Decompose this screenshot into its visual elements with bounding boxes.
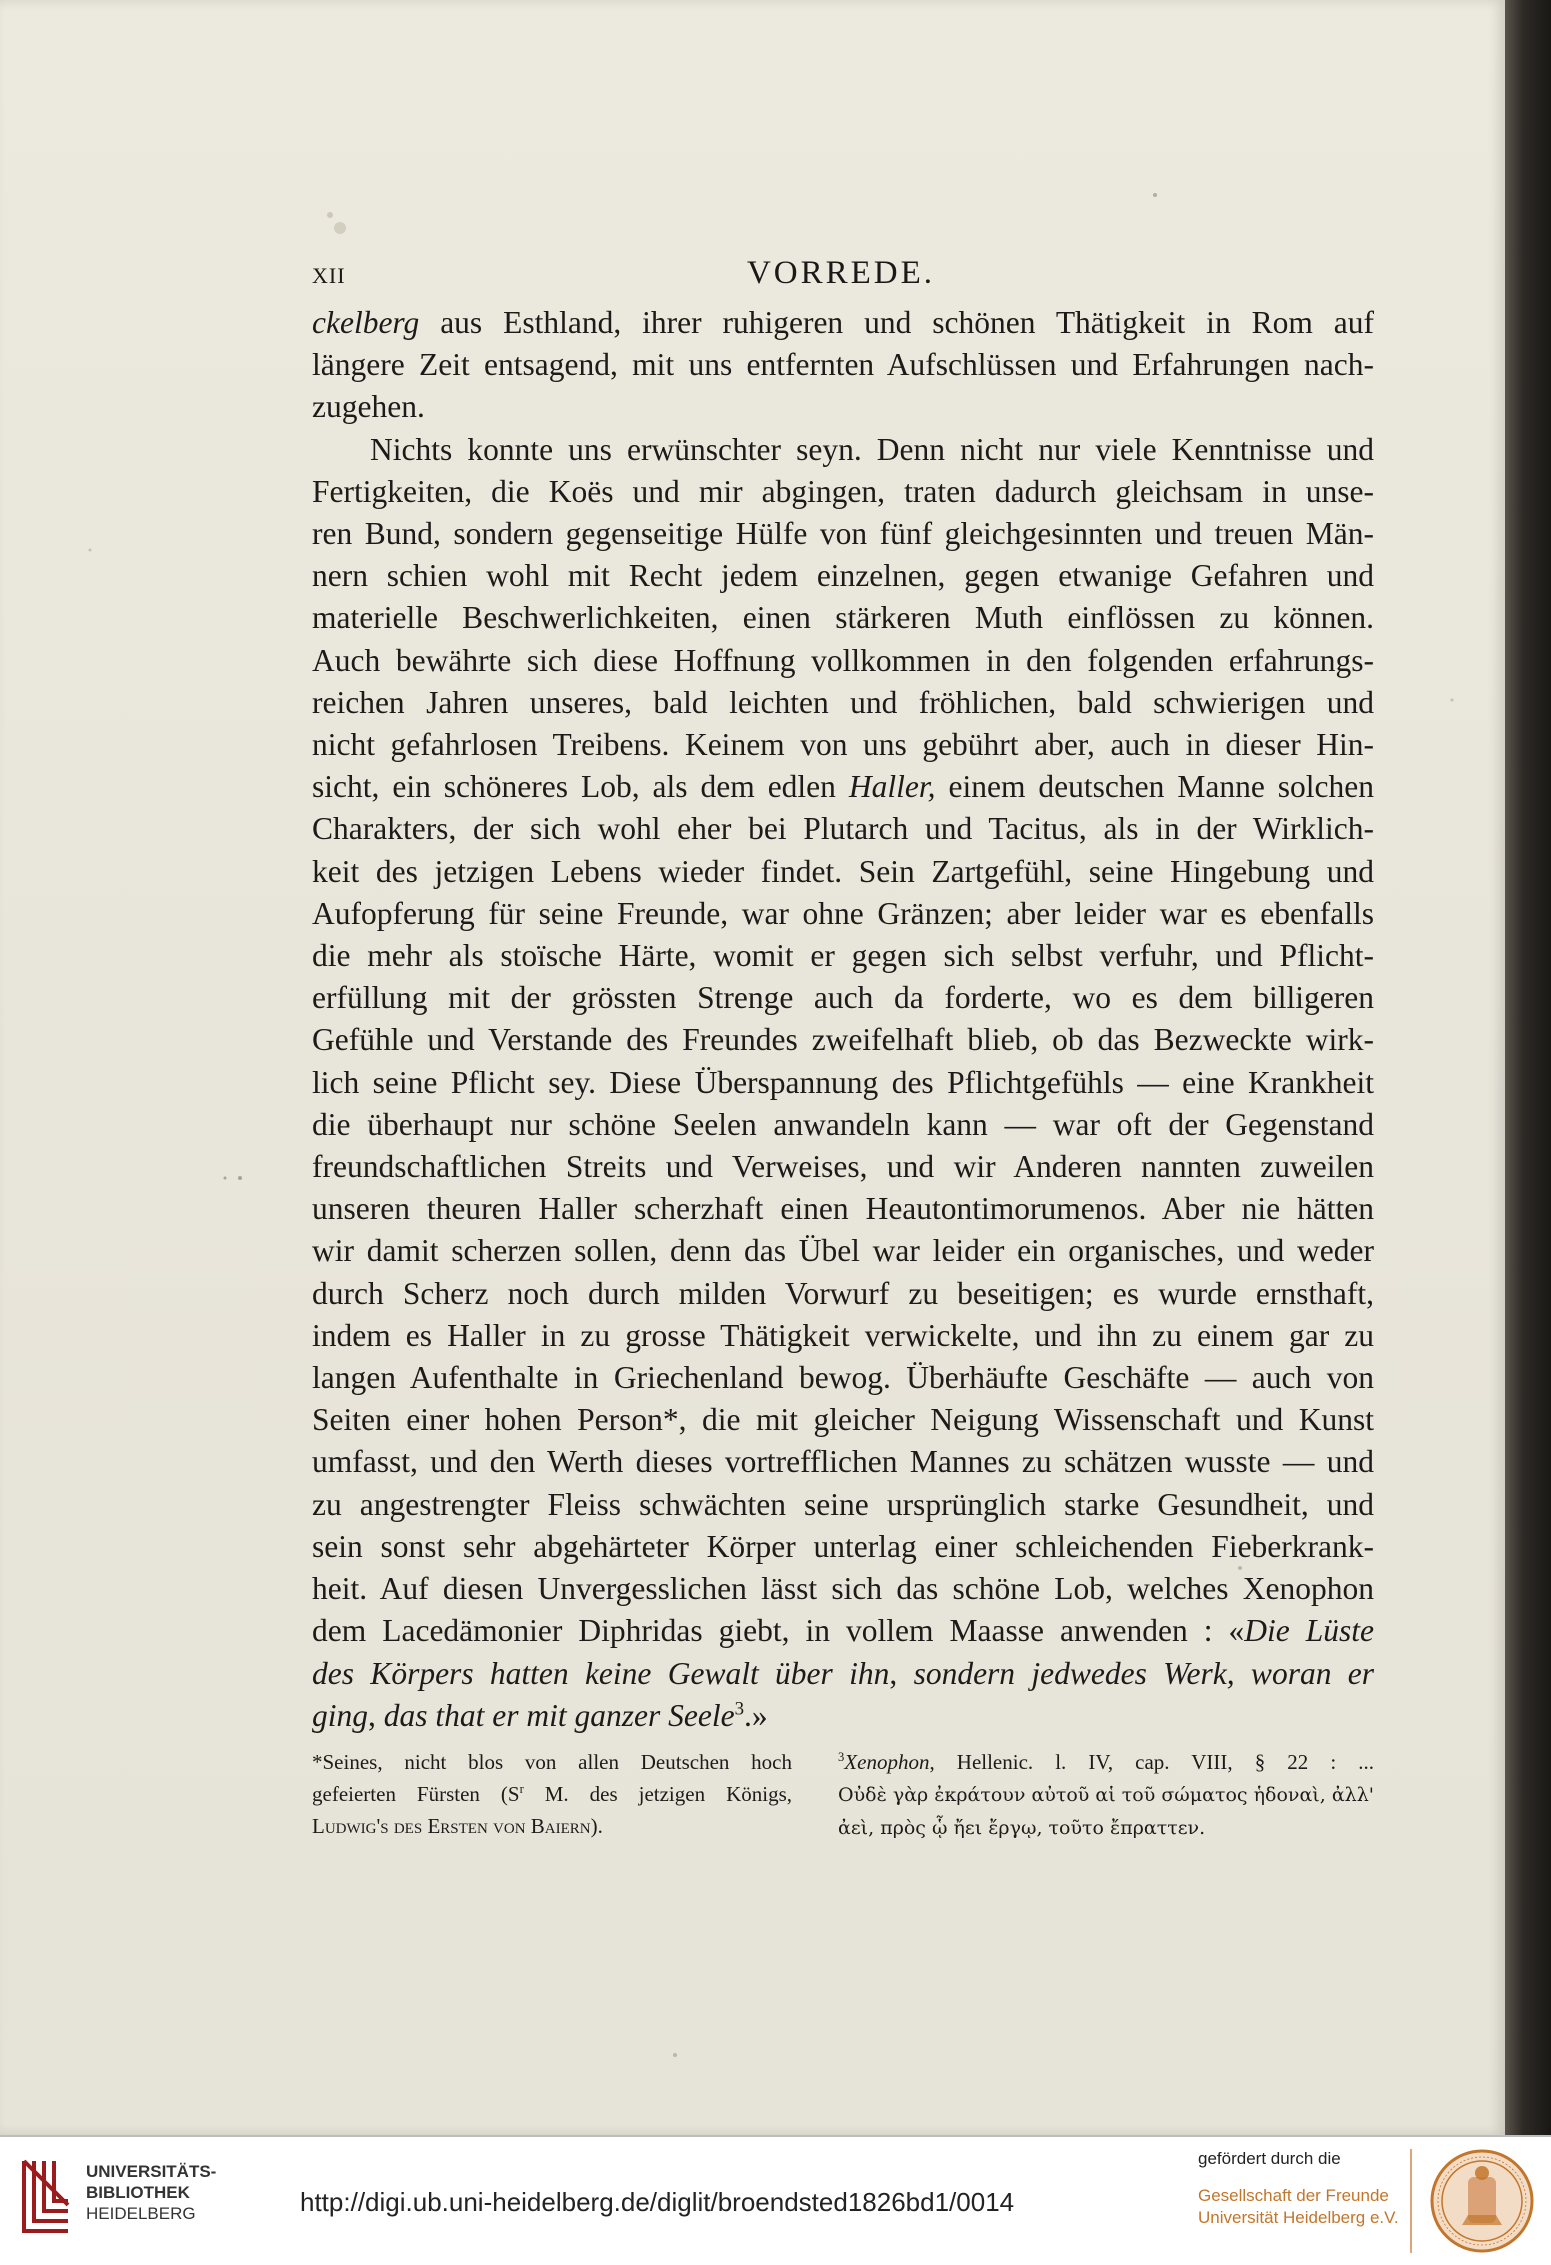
sponsor-label: gefördert durch die: [1198, 2149, 1341, 2168]
text-line: [312, 1526, 1374, 1568]
text-line: [312, 1146, 1374, 1188]
text-run: indem es Haller in zu grosse Thätigkeit verwickelte, und ihn zu einem gar zu: [312, 1317, 1374, 1353]
text-run: heit. Auf diesen Unvergesslichen lässt sich das schöne Lob, welches Xenophon: [312, 1571, 1374, 1607]
footnote-line: [838, 1811, 1374, 1844]
text-run: gefeierten Fürsten (S: [312, 1782, 520, 1806]
text-run: zugehen.: [312, 389, 425, 425]
digitization-footer: [0, 2135, 1551, 2265]
page-header: [312, 255, 1370, 295]
text-line: [312, 471, 1374, 513]
footnote-line: [312, 1778, 792, 1810]
text-run: Οὐδὲ γὰρ ἐκράτουν αὐτοῦ αἱ τοῦ σώματος ἡδοναὶ, ἀλλ': [838, 1784, 1374, 1806]
running-head: VORREDE.: [746, 255, 936, 291]
text-run: des Körpers hatten keine Gewalt über ihn: [312, 1655, 890, 1691]
text-run: M. des jetzigen Königs,: [523, 1782, 792, 1806]
text-run: Ludwig's des Ersten von Baiern: [312, 1814, 591, 1838]
sponsor-name-line2: Universität Heidelberg e.V.: [1198, 2208, 1399, 2227]
text-run: freundschaftlichen Streits und Verweises, und wir Anderen nannten zuweilen: [312, 1149, 1374, 1185]
university-library-name: [86, 2161, 216, 2224]
library-name-line1: UNIVERSITÄTS-: [86, 2162, 217, 2181]
text-run: ging: [312, 1697, 369, 1733]
footnote-marker: 3: [734, 1698, 745, 1720]
text-run: dem Lacedämonier Diphridas giebt, in vollem Maasse anwenden : «: [312, 1613, 1245, 1649]
permalink-url[interactable]: http://digi.ub.uni-heidelberg.de/diglit/broendsted1826bd1/0014: [300, 2187, 1015, 2217]
text-line: [312, 386, 1374, 428]
text-line: [312, 1062, 1374, 1104]
text-run: ren Bund, sondern gegenseitige Hülfe von fünf gleichgesinnten und treuen Män-: [312, 516, 1374, 552]
footnote-line: [312, 1746, 792, 1778]
text-run: sondern jedwedes Werk, woran er: [913, 1655, 1375, 1691]
body-text: [312, 302, 1374, 1737]
text-line: [312, 977, 1374, 1019]
text-run: erfüllung mit der grössten Strenge auch da forderte, wo es dem billigeren: [312, 980, 1374, 1016]
sponsor-name-line1: Gesellschaft der Freunde: [1198, 2186, 1389, 2205]
text-line: [312, 766, 1374, 808]
text-line: [312, 1104, 1374, 1146]
text-line: [312, 1484, 1374, 1526]
text-line: [312, 682, 1374, 724]
sponsor-name: [1198, 2185, 1399, 2229]
text-line: [312, 893, 1374, 935]
footnote-marker: r: [519, 1782, 524, 1796]
text-run: sein sonst sehr abgehärteter Körper unterlag einer schleichenden Fieberkrank-: [312, 1528, 1374, 1564]
text-line: [312, 1273, 1374, 1315]
sponsor-divider: [1410, 2149, 1412, 2253]
footnote-right: [838, 1746, 1374, 1844]
text-line: [312, 429, 1374, 471]
text-run: sicht, ein schöneres Lob, als dem edlen: [312, 769, 849, 805]
text-run: Aufopferung für seine Freunde, war ohne Gränzen; aber leider war es ebenfalls: [312, 895, 1374, 931]
text-run: längere Zeit entsagend, mit uns entfernten Aufschlüssen und Erfahrungen nach-: [312, 347, 1374, 383]
text-run: nern schien wohl mit Recht jedem einzelnen, gegen etwanige Gefahren und: [312, 558, 1374, 594]
library-name-line3: HEIDELBERG: [86, 2204, 196, 2223]
text-run: einem deutschen Manne solchen: [935, 769, 1374, 805]
text-line: [312, 724, 1374, 766]
footnote-line: [838, 1746, 1374, 1778]
footer-divider: [0, 2135, 1551, 2137]
text-line: [312, 1188, 1374, 1230]
text-run: Fertigkeiten, die Koës und mir abgingen, traten dadurch gleichsam in unse-: [312, 473, 1374, 509]
text-run: die überhaupt nur schöne Seelen anwandeln kann — war oft der Gegenstand: [312, 1106, 1374, 1142]
university-library-logo-icon: [20, 2157, 72, 2235]
text-run: ).: [590, 1814, 603, 1838]
text-run: die mehr als stoïsche Härte, womit er gegen sich selbst verfuhr, und Pflicht-: [312, 938, 1374, 974]
text-run: ἀεὶ, πρὸς ᾧ ἤει ἔργῳ, τοῦτο ἔπραττεν.: [838, 1817, 1206, 1839]
text-line: [312, 935, 1374, 977]
page-number: XII: [312, 263, 346, 288]
text-run: reichen Jahren unseres, bald leichten und fröhlichen, bald schwierigen und: [312, 684, 1374, 720]
text-run: Charakters, der sich wohl eher bei Plutarch und Tacitus, als in der Wirklich-: [312, 811, 1374, 847]
text-line: [312, 1653, 1374, 1695]
text-line: [312, 1019, 1374, 1061]
page-edge-shadow: [1505, 0, 1551, 2135]
text-line: [312, 513, 1374, 555]
text-line: [312, 1357, 1374, 1399]
library-name-line2: BIBLIOTHEK: [86, 2183, 190, 2202]
text-run: wir damit scherzen sollen, denn das Übel war leider ein organisches, und weder: [312, 1233, 1374, 1269]
text-line: [312, 1695, 1374, 1737]
footnote-line: [838, 1778, 1374, 1811]
text-run: Xenophon: [844, 1750, 930, 1774]
text-run: nicht gefahrlosen Treibens. Keinem von uns gebührt aber, auch in dieser Hin-: [312, 727, 1374, 763]
text-line: [312, 1230, 1374, 1272]
text-run: keit des jetzigen Lebens wieder findet. Sein Zartgefühl, seine Hingebung und: [312, 853, 1374, 889]
text-line: [312, 1568, 1374, 1610]
text-run: Gefühle und Verstande des Freundes zweifelhaft blieb, ob das Bezweckte wirk-: [312, 1022, 1374, 1058]
text-run: , Hellenic. l. IV, cap. VIII, § 22 : ...: [929, 1750, 1374, 1774]
text-line: [312, 555, 1374, 597]
footnote-left: [312, 1746, 792, 1842]
text-line: [312, 1610, 1374, 1652]
footnote-line: [312, 1810, 792, 1842]
text-line: [312, 1441, 1374, 1483]
text-run: ,: [889, 1655, 914, 1691]
text-run: materielle Beschwerlichkeiten, einen stärkeren Muth einflössen zu können.: [312, 600, 1374, 636]
text-run: .»: [744, 1697, 768, 1733]
text-run: lich seine Pflicht sey. Diese Überspannung des Pflichtgefühls — eine Krankheit: [312, 1064, 1374, 1100]
text-line: [312, 302, 1374, 344]
text-line: [312, 1315, 1374, 1357]
text-run: Nichts konnte uns erwünschter seyn. Denn nicht nur viele Kenntnisse und: [370, 431, 1374, 467]
text-run: umfasst, und den Werth dieses vortrefflichen Mannes zu schätzen wusste — und: [312, 1444, 1374, 1480]
text-run: das that er mit ganzer Seele: [383, 1697, 735, 1733]
text-line: [312, 344, 1374, 386]
text-line: [312, 808, 1374, 850]
text-line: [312, 1399, 1374, 1441]
text-run: Haller,: [848, 769, 936, 805]
text-run: Seiten einer hohen Person*, die mit gleicher Neigung Wissenschaft und Kunst: [312, 1402, 1374, 1438]
text-run: ckelberg: [312, 305, 420, 340]
text-run: Die Lüste: [1244, 1613, 1374, 1649]
text-run: unseren theuren Haller scherzhaft einen Heautontimorumenos. Aber nie hätten: [312, 1191, 1374, 1227]
text-run: ,: [368, 1697, 384, 1733]
text-run: langen Aufenthalte in Griechenland bewog. Überhäufte Geschäfte — auch von: [312, 1360, 1374, 1396]
text-run: durch Scherz noch durch milden Vorwurf zu beseitigen; es wurde ernsthaft,: [312, 1275, 1374, 1311]
text-run: *Seines, nicht blos von allen Deutschen hoch: [312, 1750, 792, 1774]
university-seal-icon: [1428, 2147, 1536, 2255]
text-run: Auch bewährte sich diese Hoffnung vollkommen in den folgenden erfahrungs-: [312, 642, 1374, 678]
text-line: [312, 851, 1374, 893]
text-run: aus Esthland, ihrer ruhigeren und schönen Thätigkeit in Rom auf: [419, 305, 1374, 340]
footnote-marker: 3: [838, 1750, 845, 1764]
text-run: zu angestrengter Fleiss schwächten seine ursprünglich starke Gesundheit, und: [312, 1486, 1374, 1522]
text-line: [312, 640, 1374, 682]
text-line: [312, 597, 1374, 639]
